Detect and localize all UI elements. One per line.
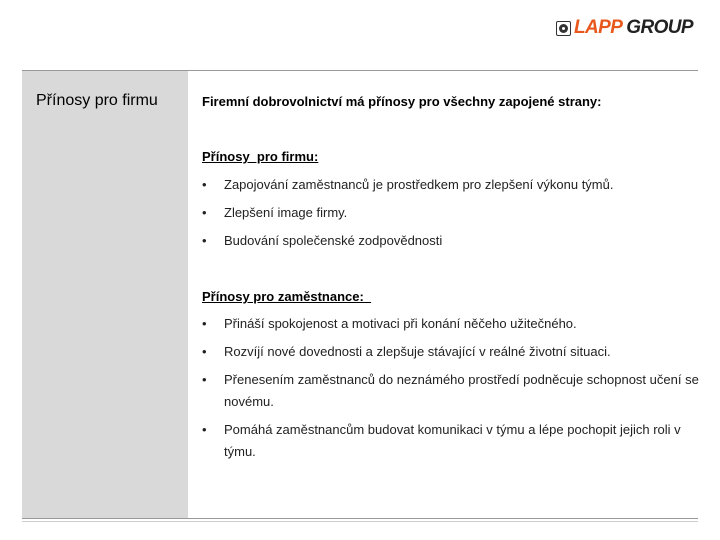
list-item bbox=[202, 341, 692, 363]
list-item bbox=[202, 174, 692, 196]
list-item bbox=[202, 419, 702, 463]
list-item-text: Přenesením zaměstnanců do neznámého prostředí podněcuje schopnost učení se novému. bbox=[224, 372, 699, 409]
list-item-text: Rozvíjí nové dovednosti a zlepšuje stávající v reálné životní situaci. bbox=[224, 344, 611, 359]
section-title-employees: Přínosy pro zaměstnance: bbox=[202, 289, 372, 304]
bullet-icon: • bbox=[202, 316, 207, 331]
sidebar-panel bbox=[22, 71, 188, 518]
list-item-text: Přináší spokojenost a motivaci při konání něčeho užitečného. bbox=[224, 316, 577, 331]
list-item bbox=[202, 369, 702, 413]
list-item-text: Pomáhá zaměstnancům budovat komunikaci v týmu a lépe pochopit jejich roli v týmu. bbox=[224, 422, 681, 459]
bottom-divider bbox=[22, 518, 698, 519]
sidebar-title: Přínosy pro firmu bbox=[36, 92, 158, 109]
list-item-text: Zlepšení image firmy. bbox=[224, 205, 348, 220]
bottom-divider-secondary bbox=[22, 521, 698, 522]
bullet-icon: • bbox=[202, 422, 207, 437]
logo-brand-lapp: LAPP bbox=[574, 17, 623, 38]
bullet-icon: • bbox=[202, 344, 207, 359]
list-item-text: Zapojování zaměstnanců je prostředkem pro zlepšení výkonu týmů. bbox=[224, 177, 614, 192]
bullet-icon: • bbox=[202, 233, 207, 248]
list-item-text: Budování společenské zodpovědnosti bbox=[224, 233, 443, 248]
lapp-logo-icon bbox=[556, 21, 571, 36]
list-item bbox=[202, 313, 692, 335]
list-item bbox=[202, 202, 692, 224]
section-title-company: Přínosy pro firmu: bbox=[202, 149, 319, 164]
logo-brand-group: GROUP bbox=[626, 17, 693, 38]
intro-text: Firemní dobrovolnictví má přínosy pro všechny zapojené strany: bbox=[202, 94, 602, 109]
bullet-icon: • bbox=[202, 177, 207, 192]
list-item bbox=[202, 230, 692, 252]
bullet-icon: • bbox=[202, 205, 207, 220]
bullet-icon: • bbox=[202, 372, 207, 387]
lapp-group-logo bbox=[556, 17, 693, 39]
